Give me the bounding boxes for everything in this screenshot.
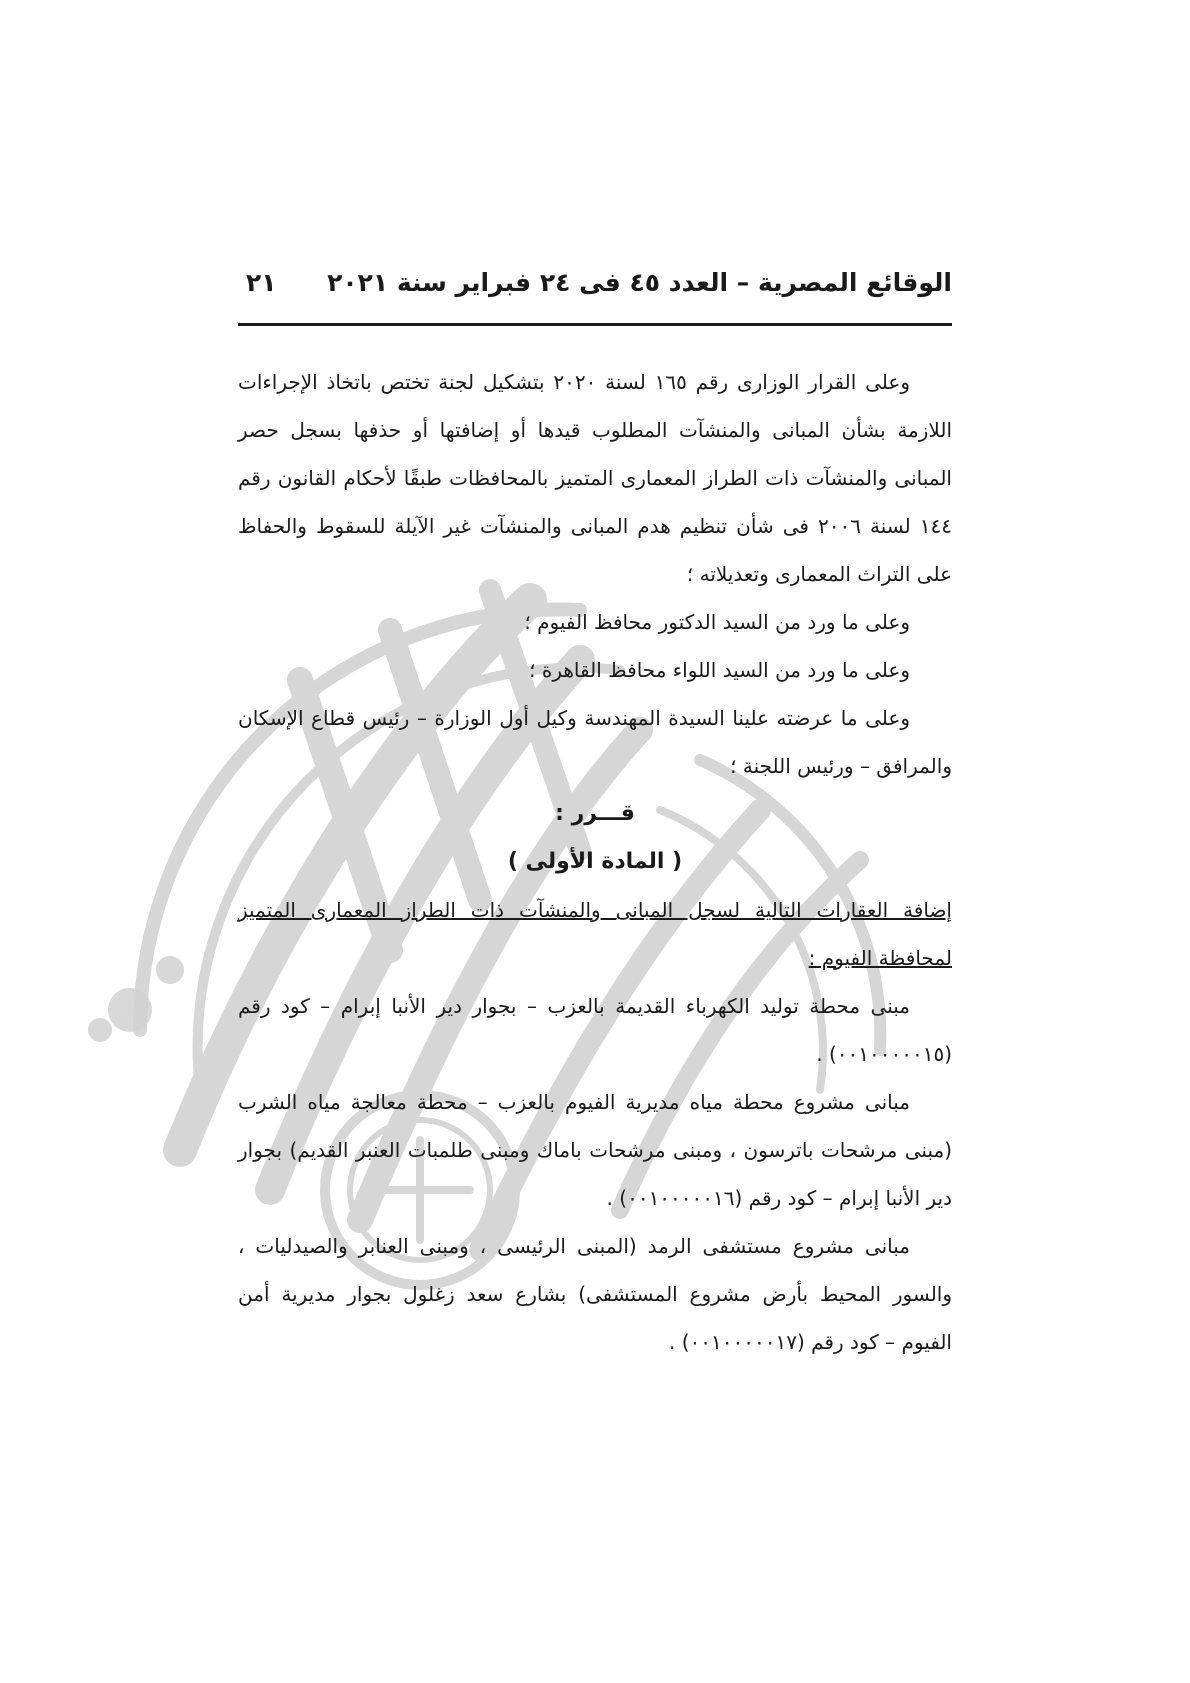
list-item-power-station: مبنى محطة توليد الكهرباء القديمة بالعزب – بجوار دير الأنبا إبرام – كود رقم (٠٠١٠٠٠٠٠١٥) . (238, 994, 952, 1066)
paragraph-ministerial-decree: وعلى القرار الوزارى رقم ١٦٥ لسنة ٢٠٢٠ بتشكيل لجنة تختص باتخاذ الإجراءات اللازمة بشأن المبانى والمنشآت المطلوب قيدها أو إضافتها أو حذفها بسجل حصر المبانى والمنشآت ذات الطراز المعمارى المتميز بالمحافظات طبقًا لأحكام القانون رقم ١٤٤ لسنة ٢٠٠٦ فى شأن تنظيم هدم المبانى والمنشآت غير الآيلة للسقوط والحفاظ على التراث المعمارى وتعديلاته ؛ (238, 370, 952, 586)
list-item-eye-hospital: مبانى مشروع مستشفى الرمد (المبنى الرئيسى ، ومبنى العنابر والصيدليات ، والسور المحيط بأرض مشروع المستشفى) بشارع سعد زغلول بجوار مديرية أمن الفيوم – كود رقم (٠٠١٠٠٠٠٠١٧) . (238, 1234, 952, 1354)
page-number: ٢١ (246, 268, 277, 297)
article-intro: إضافة العقارات التالية لسجل المبانى والمنشآت ذات الطراز المعمارى المتميز لمحافظة الفيوم : (238, 898, 952, 970)
paragraph-cairo-governor: وعلى ما ورد من السيد اللواء محافظ القاهرة ؛ (529, 658, 910, 682)
paragraph-fayoum-governor: وعلى ما ورد من السيد الدكتور محافظ الفيوم ؛ (524, 610, 910, 634)
header-divider (238, 323, 952, 326)
article-heading: ( المادة الأولى ) (507, 849, 683, 874)
page-header (238, 268, 952, 308)
gazette-title: الوقائع المصرية – العدد ٤٥ فى ٢٤ فبراير سنة ٢٠٢١ (327, 268, 952, 297)
document-body (238, 358, 952, 1366)
list-item-water-station: مبانى مشروع محطة مياه مديرية الفيوم بالعزب – محطة معالجة مياه الشرب (مبنى مرشحات باترسون ، ومبنى مرشحات باماك ومبنى طلمبات العنبر القديم) بجوار دير الأنبا إبرام – كود رقم (٠٠١٠٠٠٠٠١٦) . (238, 1090, 952, 1210)
paragraph-engineer-presentation: وعلى ما عرضته علينا السيدة المهندسة وكيل أول الوزارة – رئيس قطاع الإسكان والمرافق – ورئيس اللجنة ؛ (238, 706, 952, 778)
decision-heading: قـــرر : (555, 801, 635, 826)
